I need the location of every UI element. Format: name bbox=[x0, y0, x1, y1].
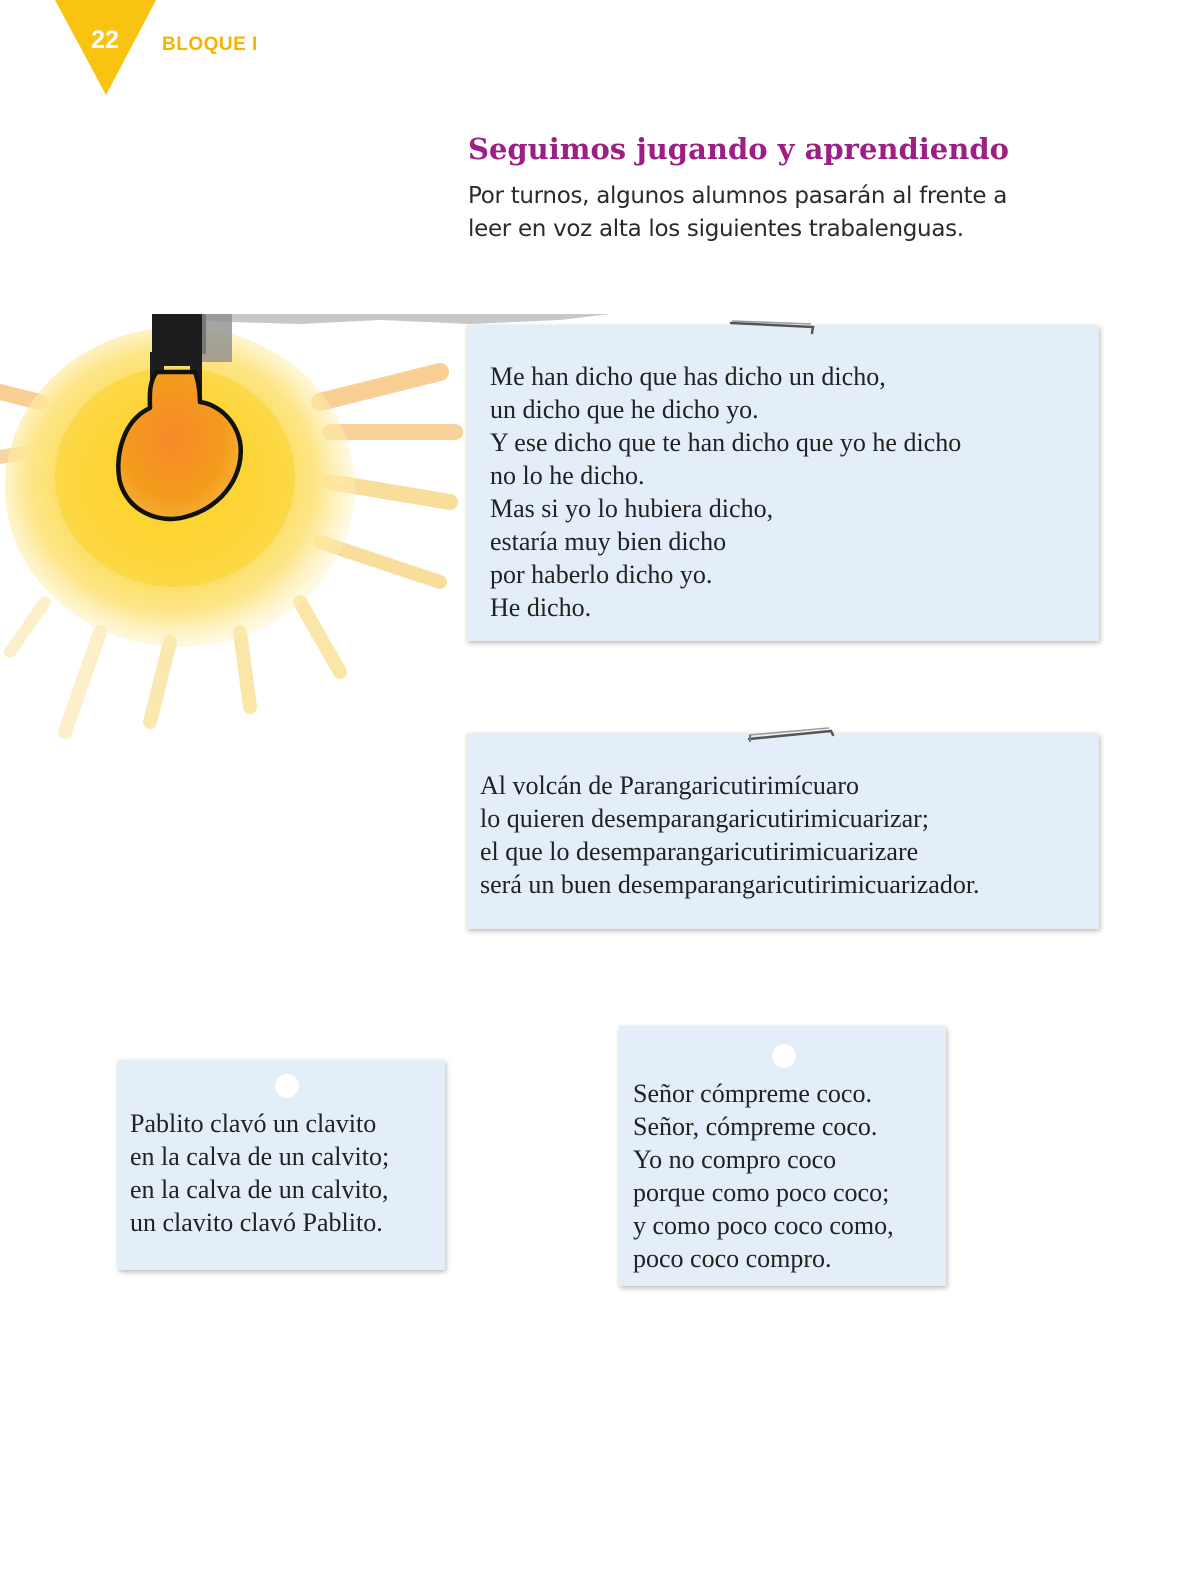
block-label: BLOQUE I bbox=[162, 34, 258, 55]
verse-line: He dicho. bbox=[490, 593, 592, 622]
verse-line: el que lo desemparangaricutirimicuarizare bbox=[480, 837, 919, 866]
tongue-twister-text bbox=[633, 1077, 894, 1275]
page-number: 22 bbox=[91, 26, 119, 54]
paper-clip-icon bbox=[747, 723, 837, 743]
intro-line: Por turnos, algunos alumnos pasarán al frente a bbox=[468, 183, 1008, 209]
verse-line: un dicho que he dicho yo. bbox=[490, 395, 759, 424]
verse-line: lo quieren desemparangaricutirimicuarizar; bbox=[480, 804, 930, 833]
verse-line: y como poco coco como, bbox=[633, 1211, 894, 1240]
intro-paragraph bbox=[468, 180, 1068, 246]
tongue-twister-card-pablito bbox=[118, 1060, 445, 1270]
verse-line: un clavito clavó Pablito. bbox=[130, 1208, 383, 1237]
tongue-twister-card-dicho bbox=[467, 325, 1099, 641]
tongue-twister-text bbox=[130, 1107, 389, 1239]
verse-line: Señor, cómpreme coco. bbox=[633, 1112, 878, 1141]
intro-line: leer en voz alta los siguientes trabalenguas. bbox=[468, 216, 964, 242]
tongue-twister-text bbox=[490, 360, 961, 624]
verse-line: Yo no compro coco bbox=[633, 1145, 837, 1174]
verse-line: Señor cómpreme coco. bbox=[633, 1079, 872, 1108]
tongue-twister-card-coco bbox=[619, 1026, 946, 1286]
verse-line: en la calva de un calvito, bbox=[130, 1175, 389, 1204]
pin-hole-icon bbox=[275, 1074, 299, 1098]
verse-line: porque como poco coco; bbox=[633, 1178, 890, 1207]
verse-line: en la calva de un calvito; bbox=[130, 1142, 390, 1171]
verse-line: Mas si yo lo hubiera dicho, bbox=[490, 494, 774, 523]
verse-line: Me han dicho que has dicho un dicho, bbox=[490, 362, 886, 391]
verse-line: poco coco compro. bbox=[633, 1244, 832, 1273]
verse-line: Al volcán de Parangaricutirimícuaro bbox=[480, 771, 860, 800]
verse-line: por haberlo dicho yo. bbox=[490, 560, 713, 589]
tongue-twister-card-volcan bbox=[467, 733, 1099, 929]
verse-line: será un buen desemparangaricutirimicuarizador. bbox=[480, 870, 980, 899]
pin-hole-icon bbox=[772, 1044, 796, 1068]
page-header bbox=[0, 0, 1204, 110]
verse-line: Y ese dicho que te han dicho que yo he dicho bbox=[490, 428, 962, 457]
verse-line: Pablito clavó un clavito bbox=[130, 1109, 377, 1138]
section-title: Seguimos jugando y aprendiendo bbox=[468, 132, 1009, 166]
paper-clip-icon bbox=[729, 319, 819, 335]
verse-line: estaría muy bien dicho bbox=[490, 527, 727, 556]
verse-line: no lo he dicho. bbox=[490, 461, 645, 490]
tongue-twister-text bbox=[480, 769, 980, 901]
